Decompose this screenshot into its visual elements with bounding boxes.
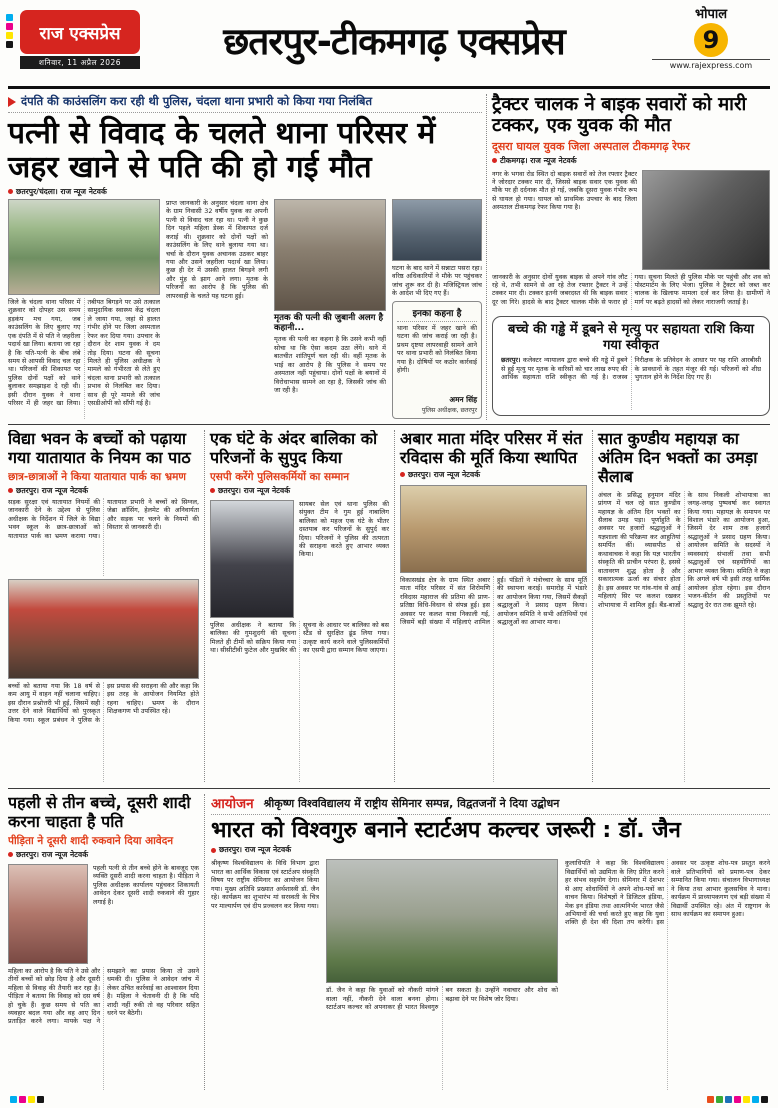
edition-date: शनिवार, 11 अप्रैल 2026 bbox=[20, 56, 140, 69]
police-station-photo bbox=[8, 199, 160, 295]
story-byline bbox=[400, 470, 587, 480]
seminar-group-photo bbox=[326, 859, 558, 983]
quote-signature bbox=[397, 395, 477, 414]
lead-story bbox=[8, 94, 482, 420]
registration-mark bbox=[743, 1096, 750, 1103]
story-headline: पहली से तीन बच्चे, दूसरी शादी करना चाहता है पति bbox=[8, 794, 191, 831]
quote-author-role: पुलिस अधीक्षक, छतरपुर bbox=[421, 406, 477, 414]
story-byline bbox=[8, 850, 199, 860]
girl-recovered-story bbox=[204, 430, 394, 782]
lead-byline bbox=[8, 187, 482, 197]
mahayagya-story bbox=[592, 430, 770, 782]
tractor-story-top bbox=[492, 170, 770, 270]
story-headline: सात कुण्डीय महायज्ञ का अंतिम दिन भक्तों का उमड़ा सैलाब bbox=[598, 430, 758, 486]
lead-kicker: दंपति की काउंसलिंग करा रही थी पुलिस, चंदला थाना प्रभारी को किया गया निलंबित bbox=[21, 94, 373, 108]
story-body: प्राप्त जानकारी के अनुसार चंदला थाना क्षेत्र के ग्राम निवासी 32 वर्षीय युवक का अपनी पत्नी से विवाद चल रहा था। पत्नी ने कुछ दिन पहले महिला डेस्क में शिकायत दर्ज कराई थी। शुक्रवार को दोनों पक्षों को काउंसलिंग के लिए थाने बुलाया गया था। चर्चा के दौरान युवक अचानक उठकर बाहर गया और उसने जहरीला पदार्थ खा लिया। कुछ ही देर में उसकी हालत बिगड़ने लगी और मुंह से झाग आने लगा। मृतक के परिजनों का आरोप है कि पुलिस की लापरवाही के चलते यह घटना हुई। bbox=[166, 198, 268, 300]
story-body: पुलिस अधीक्षक ने बताया कि बालिका की गुमशुदगी की सूचना मिलते ही टीमों को सक्रिय किया गया था। सीसीटीवी फुटेज और मुखबिर की सूचना के आधार पर बालिका को बस स्टैंड से सुरक्षित ढूंढ लिया गया। उत्कृष्ट कार्य करने वाले पुलिसकर्मियों का एसपी द्वारा सम्मान किया जाएगा। bbox=[210, 620, 389, 655]
header-divider bbox=[8, 86, 770, 89]
registration-mark bbox=[28, 1096, 35, 1103]
story-subhead: पीड़िता ने दूसरी शादी रुकवाने दिया आवेदन bbox=[8, 834, 174, 847]
official-quote-box bbox=[392, 301, 482, 419]
seminar-story bbox=[204, 794, 770, 1090]
story-subhead: छात्र-छात्राओं ने किया यातायात पार्क का भ्रमण bbox=[8, 470, 187, 483]
doorway-photo bbox=[274, 199, 386, 311]
registration-marks-bottom-left bbox=[10, 1096, 44, 1103]
lead-column-1 bbox=[8, 199, 160, 419]
second-marriage-story bbox=[8, 794, 204, 1090]
story-headline: विद्या भवन के बच्चों को पढ़ाया गया यातायात के नियम का पाठ bbox=[8, 430, 191, 467]
byline-text: छतरपुर। राज न्यूज नेटवर्क bbox=[219, 845, 292, 855]
story-byline bbox=[492, 156, 770, 166]
lead-column-4 bbox=[392, 199, 482, 419]
story-body: घटना के बाद थाने में सन्नाटा पसरा रहा। वरिष्ठ अधिकारियों ने मौके पर पहुंचकर जांच शुरू कर दी है। मजिस्ट्रियल जांच के आदेश भी दिए गए हैं। bbox=[392, 263, 482, 298]
story-headline: अबार माता मंदिर परिसर में संत रविदास की मूर्ति किया स्थापित bbox=[400, 430, 583, 467]
registration-mark bbox=[761, 1096, 768, 1103]
story-body: डॉ. जैन ने कहा कि युवाओं को नौकरी मांगने वाला नहीं, नौकरी देने वाला बनना होगा। स्टार्टअप कल्चर को अपनाकर ही भारत विश्वगुरु बन सकता है। उन्होंने नवाचार और शोध को बढ़ावा देने पर विशेष जोर दिया। bbox=[326, 986, 558, 1012]
story-body: पहली पत्नी से तीन बच्चे होने के बावजूद एक व्यक्ति दूसरी शादी करना चाहता है। पीड़िता ने पुलिस अधीक्षक कार्यालय पहुंचकर शिकायती आवेदन देकर दूसरी शादी रुकवाने की गुहार लगाई है। bbox=[93, 863, 199, 906]
lead-column-3 bbox=[274, 199, 386, 419]
registration-mark bbox=[752, 1096, 759, 1103]
story-kicker: श्रीकृष्ण विश्वविद्यालय में राष्ट्रीय सेमिनार सम्पन्न, विद्वतजनों ने दिया उद्बोधन bbox=[263, 796, 560, 810]
bottom-section bbox=[8, 794, 770, 1090]
story-byline bbox=[211, 845, 770, 855]
byline-dot-icon bbox=[8, 852, 13, 857]
story-body: बच्चों को बताया गया कि 18 वर्ष से कम आयु में वाहन नहीं चलाना चाहिए। इस दौरान प्रश्नोत्तरी भी हुई, जिसमें सही उत्तर देने वाले विद्यार्थियों को पुरस्कृत किया गया। स्कूल प्रबंधन ने पुलिस के इस प्रयास की सराहना की और कहा कि इस तरह के आयोजन नियमित होते रहना चाहिए। भ्रमण के दौरान शिक्षकगण भी उपस्थित रहे। bbox=[8, 681, 199, 724]
relief-amount-story-box bbox=[492, 316, 770, 416]
byline-text: छतरपुर। राज न्यूज नेटवर्क bbox=[16, 849, 89, 859]
section-divider bbox=[8, 424, 770, 425]
edition-city: भोपाल bbox=[694, 7, 728, 22]
officer-photo bbox=[392, 199, 482, 261]
registration-mark bbox=[6, 32, 13, 39]
byline-dot-icon bbox=[492, 158, 497, 163]
registration-marks-top-left bbox=[6, 14, 13, 48]
kicker-arrow-icon bbox=[8, 97, 16, 107]
byline-dot-icon bbox=[400, 472, 405, 477]
byline-text: छतरपुर। राज न्यूज नेटवर्क bbox=[408, 469, 481, 479]
seminar-topline bbox=[211, 794, 770, 815]
quote-box-text: थाना परिसर में जहर खाने की घटना की जांच कराई जा रही है। प्रथम दृष्टया लापरवाही सामने आने पर थाना प्रभारी को निलंबित किया गया है। दोषियों पर कठोर कार्रवाई होगी। bbox=[397, 323, 477, 375]
byline-dot-icon bbox=[210, 488, 215, 493]
byline-dot-icon bbox=[8, 189, 13, 194]
seminar-content bbox=[211, 859, 770, 1090]
story-body: अंचल के प्रसिद्ध हनुमान मंदिर प्रांगण में चल रहे सात कुण्डीय महायज्ञ के अंतिम दिन भक्तों का सैलाब उमड़ पड़ा। पूर्णाहुति के अवसर पर हजारों श्रद्धालुओं ने यज्ञशाला की परिक्रमा कर आहुतियां समर्पित कीं। व्यासपीठ से कथावाचक ने कहा कि यज्ञ भारतीय संस्कृति की प्राचीन परंपरा है, इससे वातावरण शुद्ध होता है और सकारात्मक ऊर्जा का संचार होता है। इस अवसर पर गांव-गांव से आई महिलाएं सिर पर कलश रखकर शोभायात्रा में शामिल हुईं। बैंड-बाजों के साथ निकली शोभायात्रा का जगह-जगह पुष्पवर्षा कर स्वागत किया गया। महायज्ञ के समापन पर विशाल भंडारे का आयोजन हुआ, जिसमें देर शाम तक हजारों श्रद्धालुओं ने प्रसाद ग्रहण किया। आयोजन समिति के सदस्यों ने व्यवस्थाएं संभालीं तथा सभी श्रद्धालुओं एवं सहयोगियों का आभार व्यक्त किया। समिति ने कहा कि अगले वर्ष भी इसी तरह धार्मिक आयोजन होता रहेगा। इस दौरान भजन-कीर्तन की प्रस्तुतियों पर श्रद्धालु देर रात तक झूमते रहे। bbox=[598, 490, 770, 609]
temple-crowd-photo bbox=[400, 485, 587, 573]
page-number: 9 bbox=[702, 26, 720, 54]
story-media-row bbox=[8, 864, 199, 964]
lead-sub-headline: मृतक की पत्नी की जुबानी अलग है कहानी... bbox=[274, 312, 384, 334]
story-body: जिले के चंदला थाना परिसर में शुक्रवार को दोपहर उस समय हड़कंप मच गया, जब काउंसलिंग के लिए बुलाए गए एक दंपति में से पति ने जहरीला पदार्थ खा लिया। बताया जा रहा है कि पति-पत्नी के बीच लंबे समय से आपसी विवाद चल रहा था। परिजनों की शिकायत पर पुलिस दोनों पक्षों को थाने बुलाकर समझाइश दे रही थी। इसी दौरान युवक ने थाना परिसर में ही जहर खा लिया। तबीयत बिगड़ने पर उसे तत्काल सामुदायिक स्वास्थ्य केंद्र चंदला ले जाया गया, जहां से हालत गंभीर होने पर जिला अस्पताल रेफर कर दिया गया। उपचार के दौरान देर शाम युवक ने दम तोड़ दिया। घटना की सूचना मिलते ही पुलिस अधीक्षक ने मामले को गंभीरता से लेते हुए चंदला थाना प्रभारी को तत्काल प्रभाव से निलंबित कर दिया। साथ ही पूरे मामले की जांच एसडीओपी को सौंपी गई है। bbox=[8, 297, 160, 408]
newspaper-logo bbox=[20, 10, 140, 69]
story-body: मृतक की पत्नी का कहना है कि उसने कभी नहीं सोचा था कि ऐसा कदम उठा लेंगे। थाने में बातचीत शांतिपूर्ण चल रही थी। वहीं मृतक के भाई का आरोप है कि पुलिस ने समय पर अस्पताल नहीं पहुंचाया। दोनों पक्षों के बयानों में विरोधाभास सामने आ रहा है, जिसकी जांच की जा रही है। bbox=[274, 335, 386, 395]
story-body: नगर के भगवा रोड स्थित दो बाइक सवारों को तेज रफ्तार ट्रैक्टर ने जोरदार टक्कर मार दी, जिससे बाइक सवार एक युवक की मौके पर ही दर्दनाक मौत हो गई, जबकि दूसरा युवक गंभीर रूप से घायल हो गया। घायल को प्राथमिक उपचार के बाद जिला अस्पताल टीकमगढ़ रेफर किया गया है। bbox=[492, 169, 637, 212]
story-body: कुलाधिपति ने कहा कि विश्वविद्यालय विद्यार्थियों को उद्यमिता के लिए प्रेरित करने हर संभव सहयोग देगा। सेमिनार में देशभर से आए शोधार्थियों ने अपने शोध-पत्रों का वाचन किया। विशेषज्ञों ने डिजिटल इंडिया, मेक इन इंडिया तथा आत्मनिर्भर भारत जैसे अभियानों की चर्चा करते हुए कहा कि युवा शक्ति ही देश की दिशा तय करेगी। इस अवसर पर उत्कृष्ट शोध-पत्र प्रस्तुत करने वाले प्रतिभागियों को प्रमाण-पत्र देकर सम्मानित किया गया। संचालन विभागाध्यक्ष ने किया तथा आभार कुलसचिव ने माना। कार्यक्रम में प्राध्यापकगण एवं बड़ी संख्या में विद्यार्थी उपस्थित रहे। अंत में राष्ट्रगान के साथ कार्यक्रम का समापन हुआ। bbox=[565, 859, 770, 927]
section-divider bbox=[8, 788, 770, 789]
lead-content bbox=[8, 199, 482, 419]
story-body: विकासखंड क्षेत्र के ग्राम स्थित अबार माता मंदिर परिसर में संत शिरोमणि रविदास महाराज की प्रतिमा की प्राण-प्रतिष्ठा विधि-विधान से संपन्न हुई। इस अवसर पर कलश यात्रा निकाली गई, जिसमें बड़ी संख्या में महिलाएं शामिल हुईं। पंडितों ने मंत्रोच्चार के साथ मूर्ति की स्थापना कराई। समारोह में भंडारे का आयोजन किया गया, जिसमें सैकड़ों श्रद्धालुओं ने प्रसाद ग्रहण किया। आयोजन समिति ने सभी अतिथियों एवं श्रद्धालुओं का आभार माना। bbox=[400, 575, 587, 627]
story-body: श्रीकृष्ण विश्वविद्यालय के विधि विभाग द्वारा भारत का आर्थिक विकास एवं स्टार्टअप संस्कृति विषय पर राष्ट्रीय सेमिनार का आयोजन किया गया। मुख्य अतिथि प्रख्यात अर्थशास्त्री डॉ. जैन रहे। कार्यक्रम का शुभारंभ मां सरस्वती के चित्र पर माल्यार्पण एवं दीप प्रज्वलन कर किया गया। bbox=[211, 859, 319, 910]
byline-text: छतरपुर/चंदला। राज न्यूज नेटवर्क bbox=[16, 186, 107, 196]
story-headline: एक घंटे के अंदर बालिका को परिजनों के सुपुद किया bbox=[210, 430, 378, 467]
byline-dot-icon bbox=[211, 848, 216, 853]
story-byline bbox=[210, 486, 389, 496]
story-body: महिला का आरोप है कि पति ने उसे और तीनों बच्चों को छोड़ दिया है और दूसरी महिला से विवाह की तैयारी कर रहा है। पीड़िता ने बताया कि विवाह को दस वर्ष हो चुके हैं। कुछ समय से पति का व्यवहार बदल गया और वह आए दिन प्रताड़ित करने लगा। मायके पक्ष ने समझाने का प्रयास किया तो उसने धमकी दी। पुलिस ने आवेदन जांच में लेकर उचित कार्रवाई का आश्वासन दिया है। महिला ने चेतावनी दी है कि यदि शादी नहीं रुकी तो वह परिवार सहित धरने पर बैठेगी। bbox=[8, 966, 199, 1026]
story-headline: बच्चे की गड्ढे में डूबने से मृत्यु पर सहायता राशि किया गया स्वीकृत bbox=[507, 322, 755, 353]
complainant-photo bbox=[8, 864, 88, 964]
story-subhead: दूसरा घायल युवक जिला अस्पताल टीकमगढ़ रेफर bbox=[492, 139, 690, 153]
seminar-photo-column bbox=[326, 859, 558, 1090]
traffic-lesson-story bbox=[8, 430, 204, 782]
registration-mark bbox=[716, 1096, 723, 1103]
story-subhead: एसपी करेंगे पुलिसकर्मियों का सम्मान bbox=[210, 470, 350, 483]
dateline: छतरपुर। bbox=[501, 356, 521, 365]
lead-column-2 bbox=[166, 199, 268, 419]
header-right-block bbox=[652, 4, 770, 70]
byline-text: छतरपुर। राज न्यूज नेटवर्क bbox=[218, 485, 291, 495]
ravidas-statue-story bbox=[394, 430, 592, 782]
byline-dot-icon bbox=[8, 488, 13, 493]
story-body bbox=[501, 356, 761, 410]
logo-text: राज एक्सप्रेस bbox=[20, 10, 140, 54]
crashed-bike-photo bbox=[642, 170, 770, 270]
quote-box-title: इनका कहना है bbox=[397, 306, 477, 322]
story-body: सड़क सुरक्षा एवं यातायात नियमों की जानकारी देने के उद्देश्य से पुलिस अधीक्षक के निर्देशन में जिले के विद्या भवन स्कूल के छात्र-छात्राओं को यातायात पार्क का भ्रमण कराया गया। यातायात प्रभारी ने बच्चों को सिग्नल, जेब्रा क्रॉसिंग, हेलमेट की अनिवार्यता और सड़क पर चलने के नियमों की विस्तार से जानकारी दी। bbox=[8, 497, 199, 540]
quote-author-name: अमन सिंह bbox=[449, 394, 477, 404]
lead-kicker-row bbox=[8, 94, 482, 113]
registration-mark bbox=[10, 1096, 17, 1103]
registration-marks-bottom-right bbox=[707, 1096, 768, 1103]
registration-mark bbox=[6, 41, 13, 48]
story-byline bbox=[8, 486, 199, 496]
portrait-photo bbox=[210, 500, 294, 618]
story-media-row bbox=[210, 500, 389, 618]
registration-mark bbox=[725, 1096, 732, 1103]
registration-mark bbox=[19, 1096, 26, 1103]
page-number-badge bbox=[694, 23, 728, 57]
registration-mark bbox=[734, 1096, 741, 1103]
lead-headline: पत्नी से विवाद के चलते थाना परिसर में जहर खाने से पति की हो गई मौत bbox=[8, 116, 436, 185]
traffic-park-event-photo bbox=[8, 579, 199, 679]
tractor-accident-story bbox=[492, 94, 770, 310]
story-body: सायबर सेल एवं थाना पुलिस की संयुक्त टीम ने गुम हुई नाबालिग बालिका को महज एक घंटे के भीतर दस्तयाब कर परिजनों के सुपुर्द कर दिया। परिजनों ने पुलिस की तत्परता की सराहना करते हुए आभार व्यक्त किया। bbox=[299, 499, 389, 559]
registration-mark bbox=[6, 14, 13, 21]
column-divider bbox=[486, 94, 487, 420]
story-headline: ट्रैक्टर चालक ने बाइक सवारों को मारी टक्कर, एक युवक की मौत bbox=[492, 94, 747, 137]
masthead-title: छतरपुर-टीकमगढ़ एक्सप्रेस bbox=[223, 20, 565, 63]
story-headline: भारत को विश्वगुरु बनाने स्टार्टअप कल्चर जरूरी : डॉ. जैन bbox=[211, 818, 681, 843]
website-url: www.rajexpress.com bbox=[652, 59, 770, 70]
registration-mark bbox=[707, 1096, 714, 1103]
byline-text: छतरपुर। राज न्यूज नेटवर्क bbox=[16, 485, 89, 495]
story-body: जानकारी के अनुसार दोनों युवक बाइक से अपने गांव लौट रहे थे, तभी सामने से आ रहे तेज रफ्तार ट्रैक्टर ने उन्हें टक्कर मार दी। टक्कर इतनी जबरदस्त थी कि बाइक सवार दूर जा गिरे। हादसे के बाद ट्रैक्टर चालक मौके से फरार हो गया। सूचना मिलते ही पुलिस मौके पर पहुंची और शव को पोस्टमार्टम के लिए भेजा। पुलिस ने ट्रैक्टर को जब्त कर चालक के खिलाफ मामला दर्ज कर लिया है। ग्रामीणों ने मार्ग पर बढ़ते हादसों को लेकर नाराजगी जताई है। bbox=[492, 272, 770, 306]
section-label: आयोजन bbox=[211, 796, 254, 812]
byline-text: टीकमगढ़। राज न्यूज नेटवर्क bbox=[500, 155, 577, 165]
story-body-text: कलेक्टर न्यायालय द्वारा बच्चे की गड्ढे में डूबने से हुई मृत्यु पर मृतक के वारिसों को चार लाख रुपए की आर्थिक सहायता राशि स्वीकृत की गई है। राजस्व निरीक्षक के प्रतिवेदन के आधार पर यह राशि आरबीसी के प्रावधानों के तहत मंजूर की गई। परिजनों को शीघ्र भुगतान होने के निर्देश दिए गए हैं। bbox=[501, 356, 761, 382]
middle-section bbox=[8, 430, 770, 782]
registration-mark bbox=[6, 23, 13, 30]
registration-mark bbox=[37, 1096, 44, 1103]
